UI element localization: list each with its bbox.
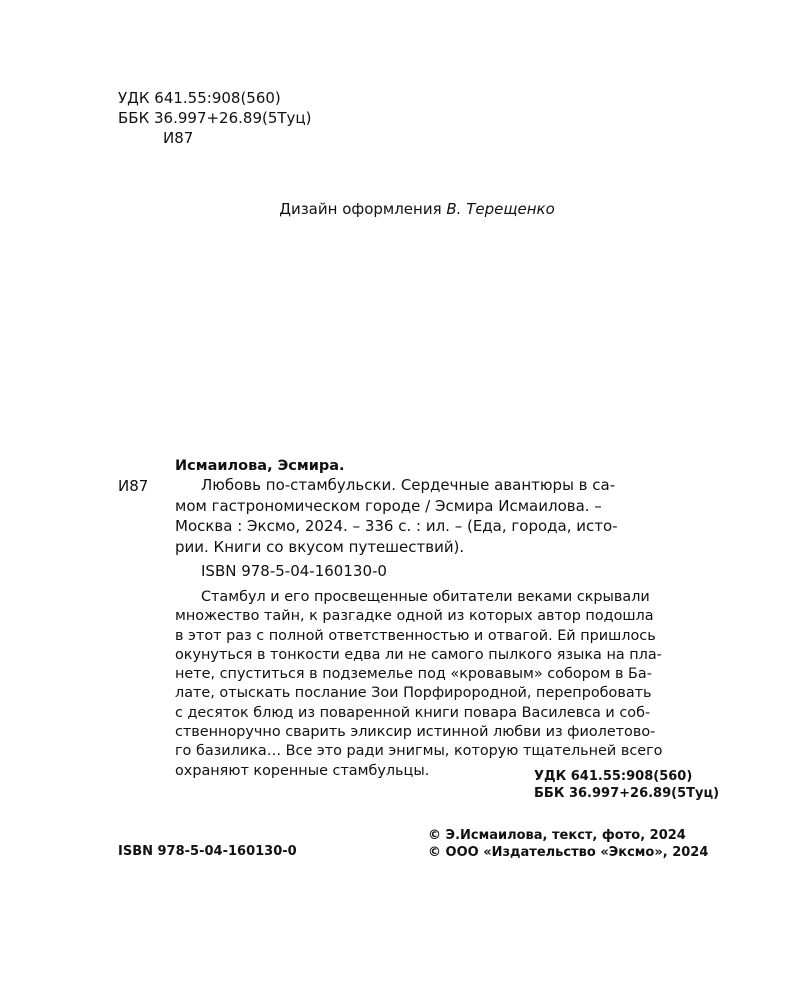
bib-line: Любовь по-стамбульски. Сердечные авантюры в са- bbox=[201, 476, 616, 494]
bbk-code-bold: ББК 36.997+26.89(5Туц) bbox=[534, 786, 720, 801]
annotation-line: в этот раз с полной ответственностью и отвагой. Ей пришлось bbox=[175, 627, 656, 644]
udk-code: УДК 641.55:908(560) bbox=[118, 89, 281, 107]
bibliographic-description bbox=[175, 475, 718, 557]
bib-line: рии. Книги со вкусом путешествий). bbox=[175, 537, 465, 556]
annotation-line: окунуться в тонкости едва ли не самого пылкого языка на пла- bbox=[175, 646, 662, 663]
copyright-text: © Э.Исмаилова, текст, фото, 2024 bbox=[428, 828, 686, 843]
isbn-main: ISBN 978-5-04-160130-0 bbox=[201, 562, 387, 580]
udk-code-bold: УДК 641.55:908(560) bbox=[534, 769, 693, 784]
design-credit-label: Дизайн оформления bbox=[279, 200, 447, 218]
annotation-line: ственноручно сварить эликсир истинной любви из фиолетово- bbox=[175, 724, 656, 741]
annotation-line: нете, спуститься в подземелье под «кровавым» собором в Ба- bbox=[175, 666, 652, 683]
design-credit bbox=[0, 199, 800, 219]
bbk-code: ББК 36.997+26.89(5Туц) bbox=[118, 109, 312, 127]
bib-line: Москва : Эксмо, 2024. – 336 с. : ил. – (Еда, города, исто- bbox=[175, 517, 618, 535]
bibliographic-index-mark: И87 bbox=[118, 477, 149, 495]
classification-codes bbox=[118, 88, 312, 148]
annotation bbox=[175, 588, 662, 781]
designer-name: В. Терещенко bbox=[446, 200, 555, 218]
isbn-footer: ISBN 978-5-04-160130-0 bbox=[118, 844, 297, 859]
annotation-line: Стамбул и его просвещенные обитатели веками скрывали bbox=[201, 589, 650, 605]
annotation-line: го базилика… Все это ради энигмы, которую тщательней всего bbox=[175, 743, 663, 760]
copyright-block bbox=[428, 827, 708, 861]
annotation-line: охраняют коренные стамбульцы. bbox=[175, 762, 430, 779]
annotation-line: множество тайн, к разгадке одной из которых автор подошла bbox=[175, 608, 654, 625]
annotation-line: с десяток блюд из поваренной книги повара Василевса и соб- bbox=[175, 704, 651, 721]
classification-codes-bold bbox=[534, 768, 719, 802]
author-heading: Исмаилова, Эсмира. bbox=[175, 458, 345, 474]
copyright-publisher: © ООО «Издательство «Эксмо», 2024 bbox=[428, 845, 709, 860]
author-mark: И87 bbox=[163, 129, 194, 147]
bib-line: мом гастрономическом городе / Эсмира Исмаилова. – bbox=[175, 496, 602, 515]
annotation-line: лате, отыскать послание Зои Порфирородной, перепробовать bbox=[175, 685, 652, 702]
